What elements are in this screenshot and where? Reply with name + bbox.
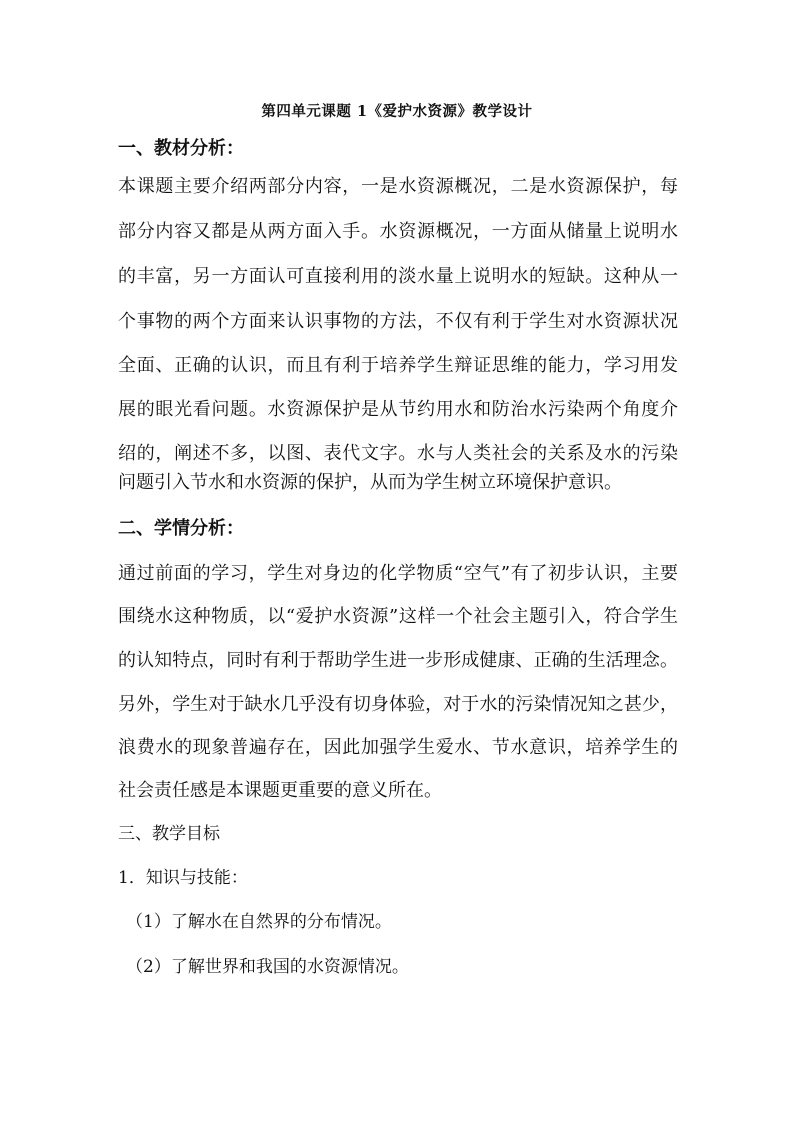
paragraph-line: 部分内容又都是从两方面入手。水资源概况，一方面从储量上说明水 bbox=[118, 221, 678, 242]
document-title: 第四单元课题 1《爱护水资源》教学设计 bbox=[261, 103, 533, 120]
goal-item: （1）了解水在自然界的分布情况。 bbox=[126, 912, 392, 932]
section-heading-textbook-analysis: 一、教材分析： bbox=[118, 138, 244, 159]
paragraph-line: 本课题主要介绍两部分内容，一是水资源概况，二是水资源保护，每 bbox=[118, 176, 678, 197]
paragraph-line: 另外，学生对于缺水几乎没有切身体验，对于水的污染情况知之甚少， bbox=[118, 694, 678, 715]
paragraph-line: 围绕水这种物质，以“爱护水资源”这样一个社会主题引入，符合学生 bbox=[118, 606, 678, 627]
paragraph-line: 个事物的两个方面来认识事物的方法，不仅有利于学生对水资源状况 bbox=[118, 311, 678, 332]
paragraph-line: 全面、正确的认识，而且有利于培养学生辩证思维的能力，学习用发 bbox=[118, 355, 678, 376]
section-heading-teaching-goals: 三、教学目标 bbox=[118, 824, 220, 844]
subheading-knowledge-skills: 1．知识与技能： bbox=[118, 868, 248, 888]
paragraph-line: 社会责任感是本课题更重要的意义所在。 bbox=[118, 780, 442, 801]
paragraph-line: 展的眼光看问题。水资源保护是从节约用水和防治水污染两个角度介 bbox=[118, 399, 678, 420]
paragraph-line: 通过前面的学习，学生对身边的化学物质“空气”有了初步认识，主要 bbox=[118, 563, 678, 584]
goal-item: （2）了解世界和我国的水资源情况。 bbox=[126, 957, 409, 977]
paragraph-line: 的丰富，另一方面认可直接利用的淡水量上说明水的短缺。这种从一 bbox=[118, 266, 678, 287]
paragraph-line: 的认知特点，同时有利于帮助学生进一步形成健康、正确的生活理念。 bbox=[118, 650, 678, 671]
paragraph-line: 浪费水的现象普遍存在，因此加强学生爱水、节水意识，培养学生的 bbox=[118, 737, 678, 758]
paragraph-line: 绍的，阐述不多，以图、表代文字。水与人类社会的关系及水的污染 bbox=[118, 443, 678, 464]
section-heading-learner-analysis: 二、学情分析： bbox=[118, 518, 244, 539]
paragraph-line: 问题引入节水和水资源的保护，从而为学生树立环境保护意识。 bbox=[118, 472, 622, 493]
